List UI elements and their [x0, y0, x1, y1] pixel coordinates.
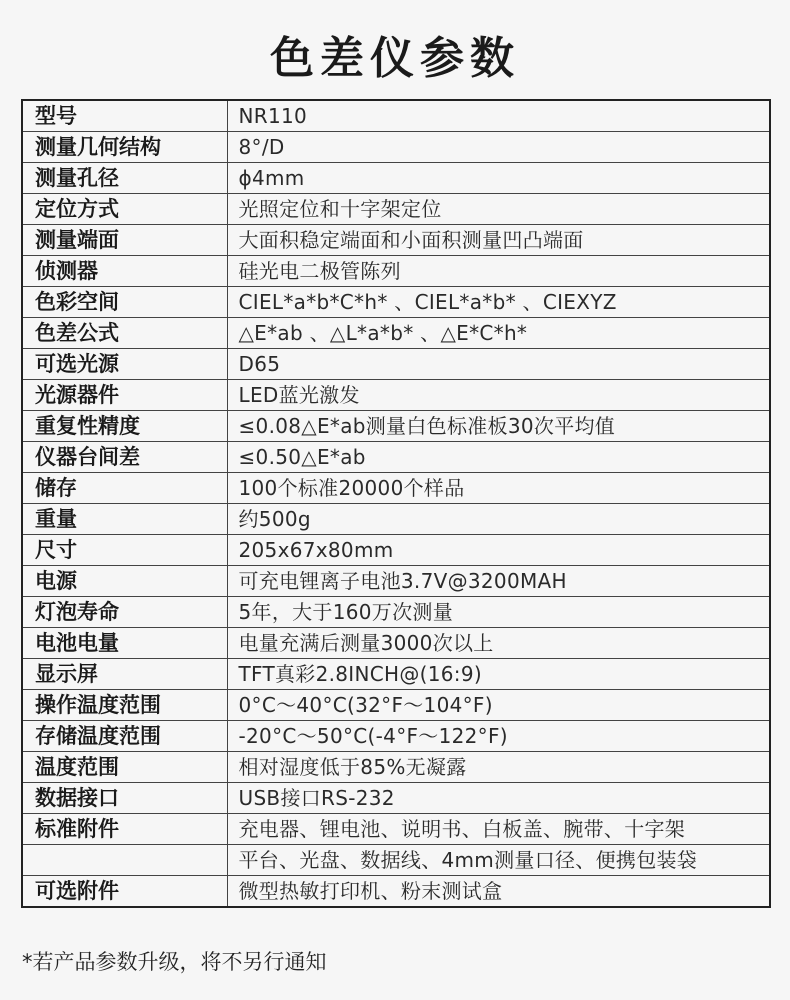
spec-row: [22, 783, 770, 814]
spec-label: 灯泡寿命: [22, 597, 227, 628]
spec-label: 型号: [22, 100, 227, 132]
spec-value: D65: [227, 349, 770, 380]
spec-label: 可选附件: [22, 876, 227, 908]
spec-label: 可选光源: [22, 349, 227, 380]
spec-row: [22, 256, 770, 287]
spec-value: 平台、光盘、数据线、4mm测量口径、便携包装袋: [227, 845, 770, 876]
spec-row: [22, 225, 770, 256]
spec-row: [22, 380, 770, 411]
spec-row: [22, 411, 770, 442]
spec-row: [22, 194, 770, 225]
spec-label: 数据接口: [22, 783, 227, 814]
spec-label: [22, 845, 227, 876]
spec-label: 电池电量: [22, 628, 227, 659]
spec-value: 充电器、锂电池、说明书、白板盖、腕带、十字架: [227, 814, 770, 845]
spec-value: 8°/D: [227, 132, 770, 163]
spec-value: CIEL*a*b*C*h* 、CIEL*a*b* 、CIEXYZ: [227, 287, 770, 318]
spec-label: 定位方式: [22, 194, 227, 225]
spec-value: ϕ4mm: [227, 163, 770, 194]
footnote: *若产品参数升级，将不另行通知: [22, 950, 327, 974]
spec-row: [22, 132, 770, 163]
spec-row: [22, 721, 770, 752]
spec-table-body: [22, 100, 770, 907]
spec-row: [22, 287, 770, 318]
spec-value: 电量充满后测量3000次以上: [227, 628, 770, 659]
spec-label: 标准附件: [22, 814, 227, 845]
spec-value: ≤0.50△E*ab: [227, 442, 770, 473]
spec-label: 电源: [22, 566, 227, 597]
spec-label: 色差公式: [22, 318, 227, 349]
spec-label: 存储温度范围: [22, 721, 227, 752]
spec-value: 相对湿度低于85%无凝露: [227, 752, 770, 783]
spec-row: [22, 473, 770, 504]
spec-label: 仪器台间差: [22, 442, 227, 473]
spec-value: -20°C～50°C(-4°F～122°F): [227, 721, 770, 752]
spec-value: LED蓝光激发: [227, 380, 770, 411]
spec-row: [22, 845, 770, 876]
spec-value: USB接口RS-232: [227, 783, 770, 814]
spec-label: 测量端面: [22, 225, 227, 256]
spec-label: 重量: [22, 504, 227, 535]
spec-row: [22, 690, 770, 721]
spec-label: 显示屏: [22, 659, 227, 690]
spec-value: 0°C～40°C(32°F～104°F): [227, 690, 770, 721]
spec-row: [22, 318, 770, 349]
spec-value: NR110: [227, 100, 770, 132]
spec-row: [22, 442, 770, 473]
spec-row: [22, 597, 770, 628]
spec-row: [22, 752, 770, 783]
spec-value: 约500g: [227, 504, 770, 535]
page-title: 色差仪参数: [270, 33, 520, 84]
spec-row: [22, 876, 770, 908]
spec-value: TFT真彩2.8INCH@(16:9): [227, 659, 770, 690]
spec-value: 硅光电二极管陈列: [227, 256, 770, 287]
spec-row: [22, 659, 770, 690]
spec-row: [22, 535, 770, 566]
spec-row: [22, 628, 770, 659]
spec-row: [22, 100, 770, 132]
spec-label: 色彩空间: [22, 287, 227, 318]
spec-row: [22, 814, 770, 845]
spec-label: 重复性精度: [22, 411, 227, 442]
spec-value: 可充电锂离子电池3.7V@3200MAH: [227, 566, 770, 597]
spec-value: ≤0.08△E*ab测量白色标准板30次平均值: [227, 411, 770, 442]
spec-value: 5年，大于160万次测量: [227, 597, 770, 628]
spec-label: 操作温度范围: [22, 690, 227, 721]
spec-row: [22, 566, 770, 597]
spec-label: 测量孔径: [22, 163, 227, 194]
spec-row: [22, 349, 770, 380]
spec-label: 温度范围: [22, 752, 227, 783]
spec-label: 尺寸: [22, 535, 227, 566]
spec-value: 光照定位和十字架定位: [227, 194, 770, 225]
spec-row: [22, 163, 770, 194]
spec-label: 侦测器: [22, 256, 227, 287]
spec-value: 微型热敏打印机、粉末测试盒: [227, 876, 770, 908]
spec-table: [21, 99, 771, 908]
spec-value: △E*ab 、△L*a*b* 、△E*C*h*: [227, 318, 770, 349]
spec-row: [22, 504, 770, 535]
spec-value: 100个标准20000个样品: [227, 473, 770, 504]
spec-label: 储存: [22, 473, 227, 504]
spec-value: 205x67x80mm: [227, 535, 770, 566]
spec-label: 测量几何结构: [22, 132, 227, 163]
spec-label: 光源器件: [22, 380, 227, 411]
spec-value: 大面积稳定端面和小面积测量凹凸端面: [227, 225, 770, 256]
